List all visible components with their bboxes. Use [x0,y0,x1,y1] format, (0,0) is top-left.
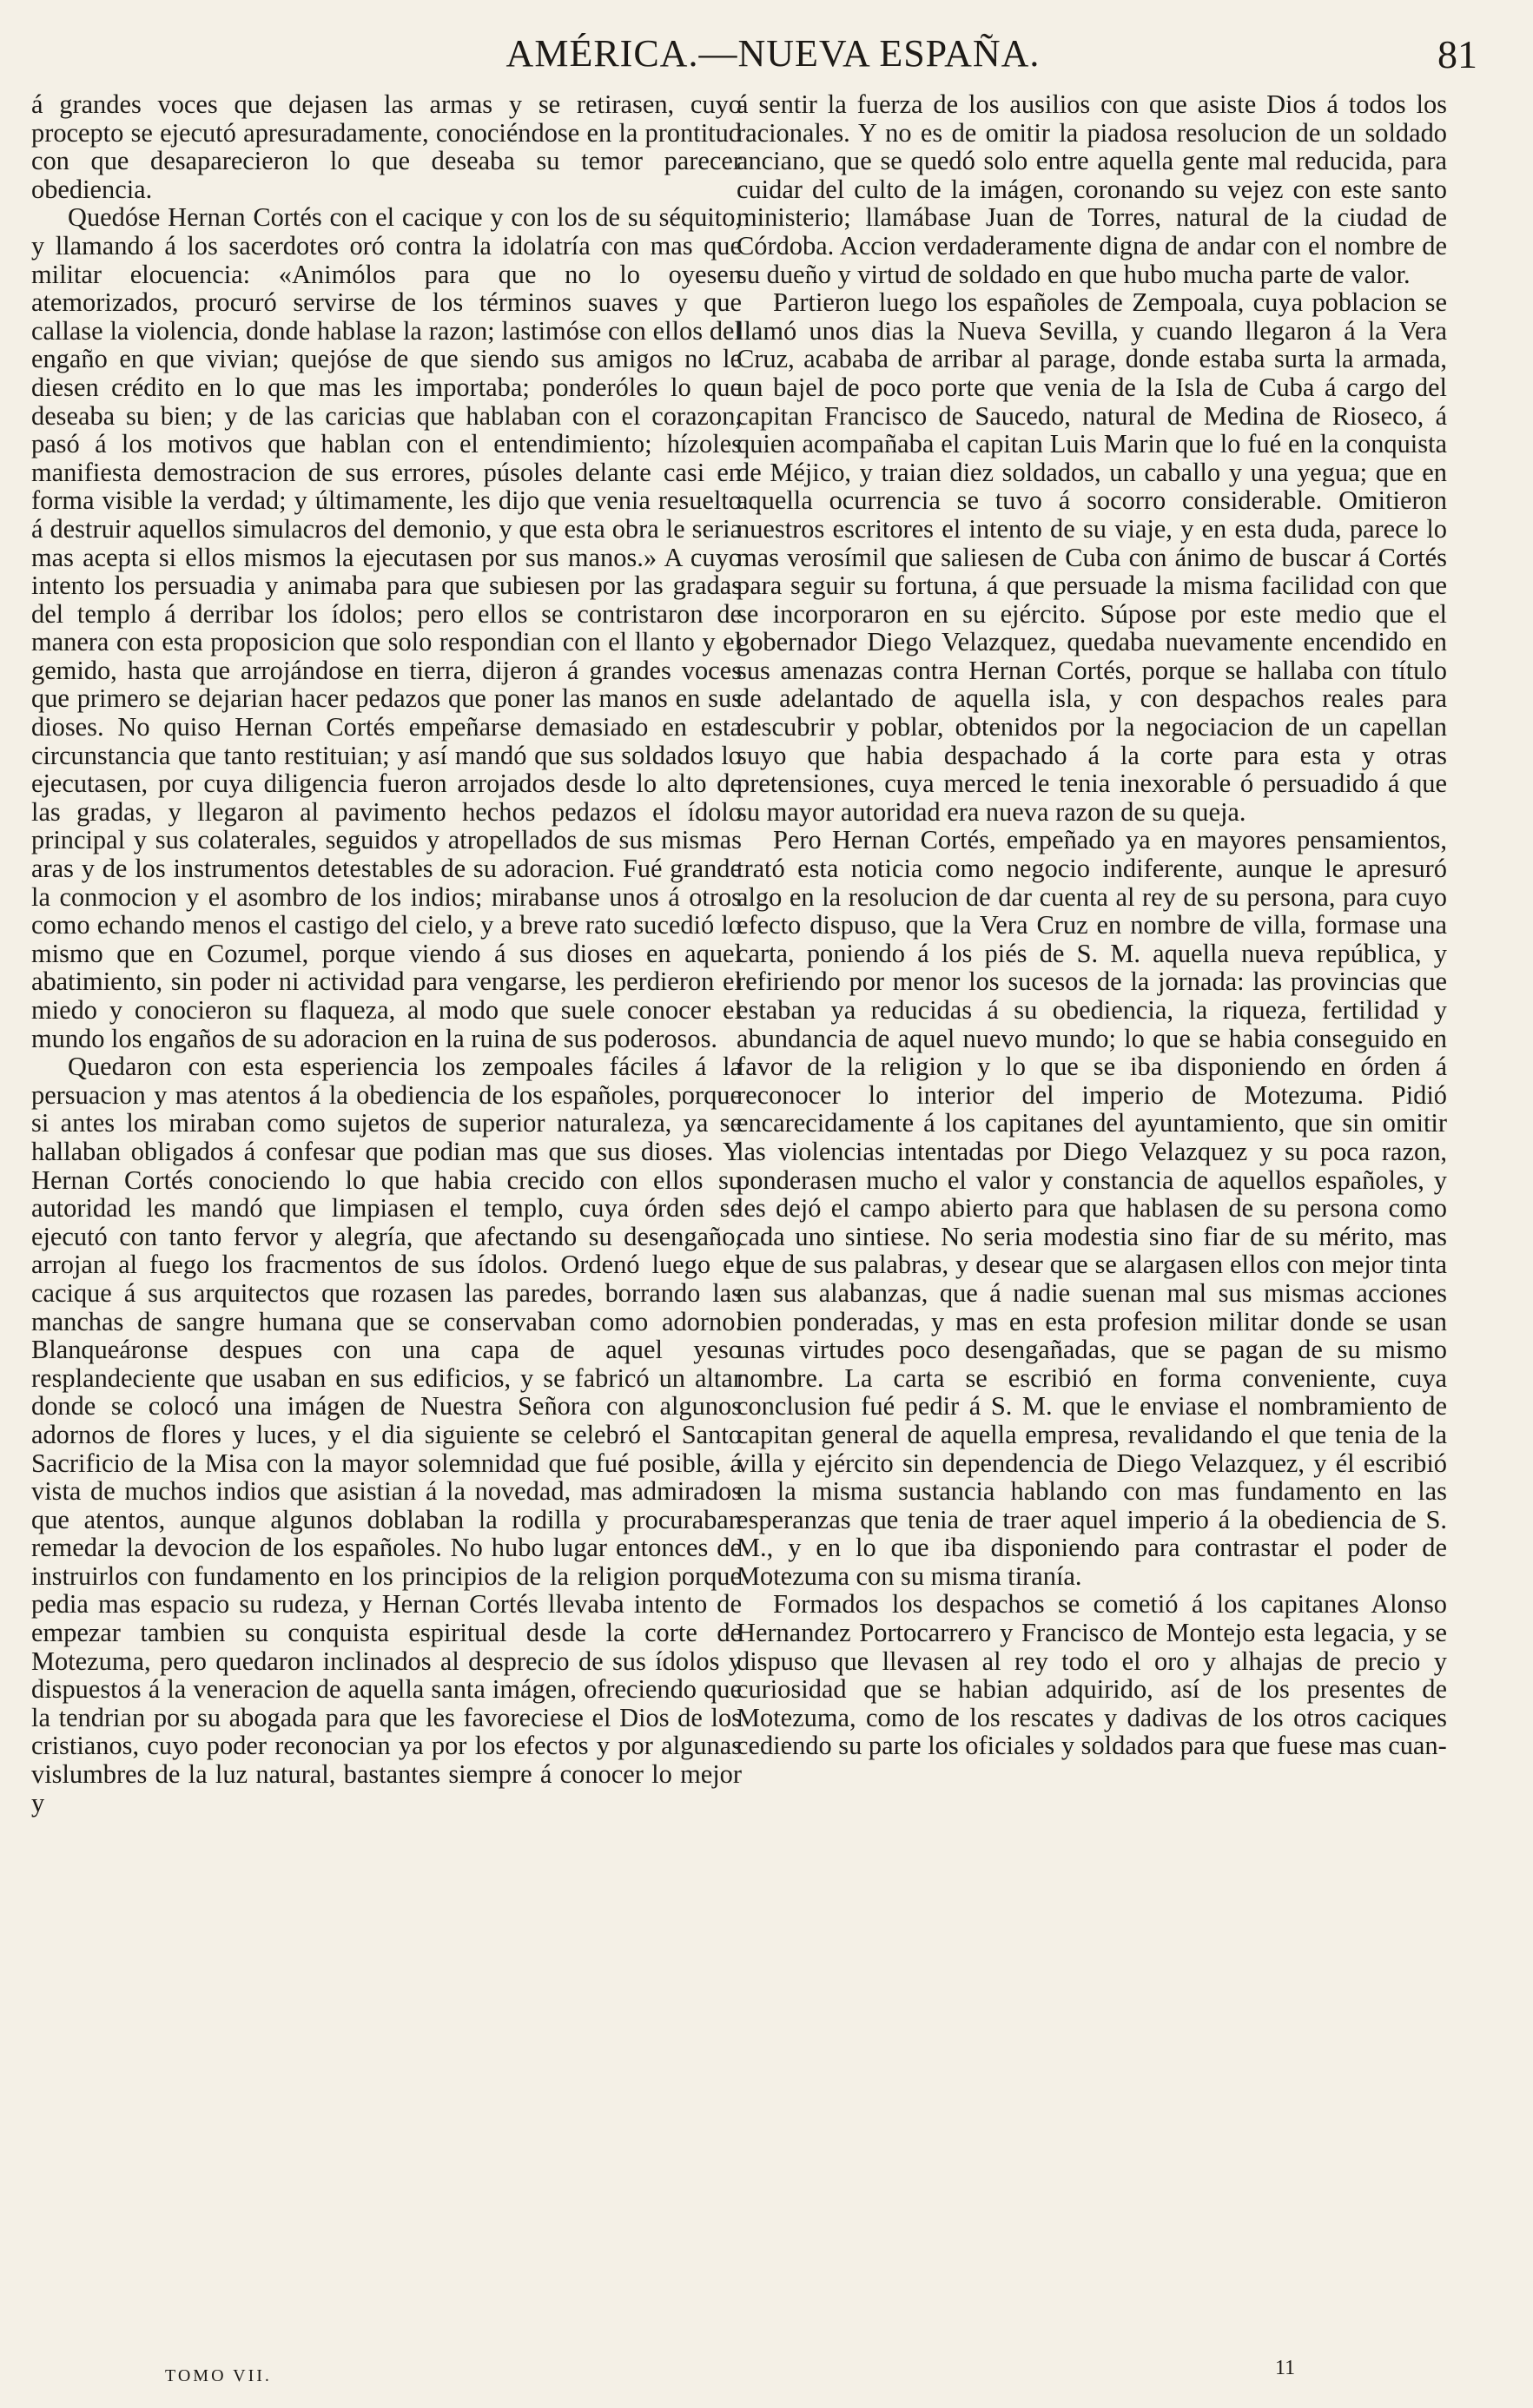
running-head [0,31,1533,83]
paragraph: Quedóse Hernan Cortés con el cacique y con los de su séquito, y llamando á los sacerdotes oró contra la idolatría con mas que militar elocuencia: «Animólos para que no lo oyesen atemorizados, procuró servirse de los términos suaves y que callase la violencia, donde hablase la razon; lastimóse con ellos del engaño en que vivian; quejóse de que siendo sus amigos no le diesen crédito en lo que mas les importaba; ponderóles lo que deseaba su bien; y de las caricias que hablaban con el corazon, pasó á los motivos que hablan con el entendimiento; hízoles manifiesta demostracion de sus errores, púsoles delante casi en forma visible la verdad; y últimamente, les dijo que venia resuelto á destruir aquellos simulacros del demonio, y que esta obra le seria mas acepta si ellos mismos la ejecutasen por sus manos.» A cuyo intento los persuadia y animaba para que subiesen por las gradas del templo á derribar los ídolos; pero ellos se contristaron de manera con esta proposicion que solo respondian con el llanto y el gemido, hasta que arrojándose en tierra, dijeron á grandes voces que primero se dejarian hacer pedazos que poner las manos en sus dioses. No quiso Hernan Cortés empeñarse demasiado en esta circunstancia que tanto restituian; y así mandó que sus soldados lo ejecutasen, por cuya diligencia fueron arrojados desde lo alto de las gradas, y llegaron al pavimento hechos pedazos el ídolo principal y sus colaterales, seguidos y atropellados de sus mismas aras y de los instrumentos detestables de su adoracion. Fué grande la conmocion y el asombro de los indios; mirabanse unos á otros como echando menos el castigo del cielo, y a breve rato sucedió lo mismo que en Cozumel, porque viendo á sus dioses en aquel abatimiento, sin poder ni actividad para vengarse, les perdieron el miedo y conocieron su flaqueza, al modo que suele conocer el mundo los engaños de su adoracion en la ruina de sus poderosos. [31,202,742,1053]
left-text-column [31,90,742,1817]
volume-signature: TOMO VII. [165,2366,272,2385]
running-title: AMÉRICA.—NUEVA ESPAÑA. [505,32,1041,75]
page-number: 81 [1437,32,1477,76]
right-text-column [737,90,1447,1760]
paragraph: Partieron luego los españoles de Zempoala, cuya poblacion se llamó unos dias la Nueva Sevilla, y cuando llegaron á la Vera Cruz, acababa de arribar al parage, donde estaba surta la armada, un bajel de poco porte que venia de la Isla de Cuba á cargo del capitan Francisco de Saucedo, natural de Medina de Rioseco, á quien acompañaba el capitan Luis Marin que lo fué en la conquista de Méjico, y traian diez soldados, un caballo y una yegua; que en aquella ocurrencia se tuvo á socorro considerable. Omitieron nuestros escritores el intento de su viaje, y en esta duda, parece lo mas verosímil que saliesen de Cuba con ánimo de buscar á Cortés para seguir su fortuna, á que persuade la misma facilidad con que se incorporaron en su ejército. Súpose por este medio que el gobernador Diego Velazquez, quedaba nuevamente encendido en sus amenazas contra Hernan Cortés, porque se hallaba con título de adelantado de aquella isla, y con despachos reales para descubrir y poblar, obtenidos por la negociacion de un capellan suyo que habia despachado á la corte para esta y otras pretensiones, cuya merced le tenia inexorable ó persuadido á que su mayor autoridad era nueva razon de su queja. [737,287,1447,827]
paragraph: Pero Hernan Cortés, empeñado ya en mayores pensamientos, trató esta noticia como negocio indiferente, aunque le apresuró algo en la resolucion de dar cuenta al rey de su persona, para cuyo efecto dispuso, que la Vera Cruz en nombre de villa, formase una carta, poniendo á los piés de S. M. aquella nueva república, y refiriendo por menor los sucesos de la jornada: las provincias que estaban ya reducidas á su obediencia, la riqueza, fertilidad y abundancia de aquel nuevo mundo; lo que se habia conseguido en favor de la religion y lo que se iba disponiendo en órden á reconocer lo interior del imperio de Motezuma. Pidió encarecidamente á los capitanes del ayuntamiento, que sin omitir las violencias intentadas por Diego Velazquez y su poca razon, ponderasen mucho el valor y constancia de aquellos españoles, y les dejó el campo abierto para que hablasen de su persona como cada uno sintiese. No seria modestia sino fiar de su mérito, mas que de sus palabras, y desear que se alargasen ellos con mejor tinta en sus alabanzas, que á nadie suenan mal sus mismas acciones bien ponderadas, y mas en esta profesion militar donde se usan unas virtudes poco desengañadas, que se pagan de su mismo nombre. La carta se escribió en forma conveniente, cuya conclusion fué pedir á S. M. que le enviase el nombramiento de capitan general de aquella empresa, revalidando el que tenia de la villa y ejército sin dependencia de Diego Velazquez, y él escribió en la misma sustancia hablando con mas fundamento en las esperanzas que tenia de traer aquel imperio á la obediencia de S. M., y en lo que iba disponiendo para contrastar el poder de Motezuma con su misma tiranía. [737,825,1447,1591]
sheet-number: 11 [1275,2357,1296,2379]
paragraph: Formados los despachos se cometió á los capitanes Alonso Hernandez Portocarrero y Francisco de Montejo esta legacia, y se dispuso que llevasen al rey todo el oro y alhajas de precio y curiosidad que se habian adquirido, así de los presentes de Motezuma, como de los rescates y dadivas de los otros caciques cediendo su parte los oficiales y soldados para que fuese mas cuan- [737,1589,1447,1761]
paragraph: á sentir la fuerza de los ausilios con que asiste Dios á todos los racionales. Y no es de omitir la piadosa resolucion de un soldado anciano, que se quedó solo entre aquella gente mal reducida, para cuidar del culto de la imágen, coronando su vejez con este santo ministerio; llamábase Juan de Torres, natural de la ciudad de Córdoba. Accion verdaderamente digna de andar con el nombre de su dueño y virtud de soldado en que hubo mucha parte de valor. [737,89,1447,289]
paragraph: Quedaron con esta esperiencia los zempoales fáciles á la persuacion y mas atentos á la obediencia de los españoles, porque si antes los miraban como sujetos de superior naturaleza, ya se hallaban obligados á confesar que podian mas que sus dioses. Y Hernan Cortés conociendo lo que habia crecido con ellos su autoridad les mandó que limpiasen el templo, cuya órden se ejecutó con tanto fervor y alegría, que afectando su desengaño, arrojan al fuego los fracmentos de sus ídolos. Ordenó luego el cacique á sus arquitectos que rozasen las paredes, borrando las manchas de sangre humana que se conservaban como adorno. Blanqueáronse despues con una capa de aquel yeso resplandeciente que usaban en sus edificios, y se fabricó un altar donde se colocó una imágen de Nuestra Señora con algunos adornos de flores y luces, y el dia siguiente se celebró el Santo Sacrificio de la Misa con la mayor solemnidad que fué posible, á vista de muchos indios que asistian á la novedad, mas admirados que atentos, aunque algunos doblaban la rodilla y procuraban remedar la devocion de los españoles. No hubo lugar entonces de instruirlos con fundamento en los principios de la religion porque pedia mas espacio su rudeza, y Hernan Cortés llevaba intento de empezar tambien su conquista espiritual desde la corte de Motezuma, pero quedaron inclinados al desprecio de sus ídolos y dispuestos á la veneracion de aquella santa imágen, ofreciendo que la tendrian por su abogada para que les favoreciese el Dios de los cristianos, cuyo poder reconocian ya por los efectos y por algunas vislumbres de la luz natural, bastantes siempre á conocer lo mejor y [31,1052,742,1818]
paragraph: á grandes voces que dejasen las armas y se retirasen, cuyo procepto se ejecutó apresuradamente, conociéndose en la prontitud con que desaparecieron lo que deseaba su temor parecer obediencia. [31,89,742,204]
